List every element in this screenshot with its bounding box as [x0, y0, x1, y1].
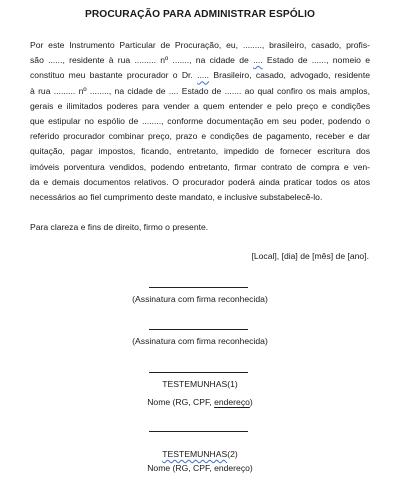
- paragraph-line: [30, 68, 370, 83]
- witness-2-id: Nome (RG, CPF, endereço): [147, 463, 253, 473]
- text-run: Estado de ......, nomeio e: [262, 55, 370, 66]
- paragraph-line: imóveis porventura vendidos, podendo entretanto, firmar contrato de compra e ven-: [30, 161, 370, 172]
- text-run: são ......, residente à rua ......... nº ......., na cidade de: [30, 55, 254, 66]
- place-date-line: [Local], [dia] de [mês] de [ano].: [251, 251, 369, 261]
- underlined-text: endereço: [214, 397, 250, 407]
- paragraph-line: [30, 53, 370, 68]
- paragraph-line: Por este Instrumento Particular de Procuração, eu, ........, brasileiro, casado, profis-: [30, 40, 370, 50]
- text-run: Nome (RG, CPF,: [147, 397, 215, 407]
- witness-line-2: [149, 431, 248, 432]
- text-run: ): [249, 397, 253, 407]
- text-run: constituo meu bastante procurador o Dr.: [30, 70, 198, 81]
- paragraph-line: necessários ao fiel cumprimento deste mandato, e inclusive substabelecê-lo.: [30, 192, 323, 203]
- witness-2-title: [0, 449, 400, 459]
- witness-1-id: [0, 397, 400, 407]
- text-run: (2): [227, 449, 238, 459]
- paragraph-line: da e demais documentos relativos. O procurador poderá ainda praticar todos os atos: [30, 176, 370, 187]
- paragraph-line: gerais e ilimitados poderes para vender a quem entender e pelo preço e condições: [30, 100, 370, 111]
- body-paragraph-1: [30, 38, 370, 205]
- signature-caption-1: (Assinatura com firma reconhecida): [132, 294, 268, 304]
- signature-caption-2: (Assinatura com firma reconhecida): [132, 336, 268, 346]
- paragraph-line: que estipular no espólio de ........, conforme documentação em seu poder, podendo o: [30, 116, 370, 127]
- signature-line-2: [149, 329, 248, 330]
- paragraph-line: quitação, pagar impostos, ficando, entretanto, impedido de fornecer escritura dos: [30, 146, 370, 157]
- witness-line-1: [149, 372, 248, 373]
- signature-line-1: [149, 287, 248, 288]
- document-title: PROCURAÇÃO PARA ADMINISTRAR ESPÓLIO: [84, 9, 316, 20]
- witness-1-title: TESTEMUNHAS(1): [162, 379, 238, 389]
- paragraph-line: à rua ......... nº ........, na cidade de .... Estado de ....... ao qual confiro os mais amplos,: [30, 85, 370, 96]
- paragraph-line: referido procurador combinar preço, prazo e condições de pagamento, receber e dar: [30, 131, 370, 142]
- body-paragraph-2: Para clareza e fins de direito, firmo o presente.: [30, 222, 209, 232]
- spellcheck-underlined-text: ....: [253, 55, 263, 66]
- spellcheck-underlined-text: .....: [197, 70, 210, 81]
- text-run: Brasileiro, casado, advogado, residente: [209, 70, 370, 81]
- spellcheck-underlined-text: TESTEMUNHAS: [162, 449, 228, 459]
